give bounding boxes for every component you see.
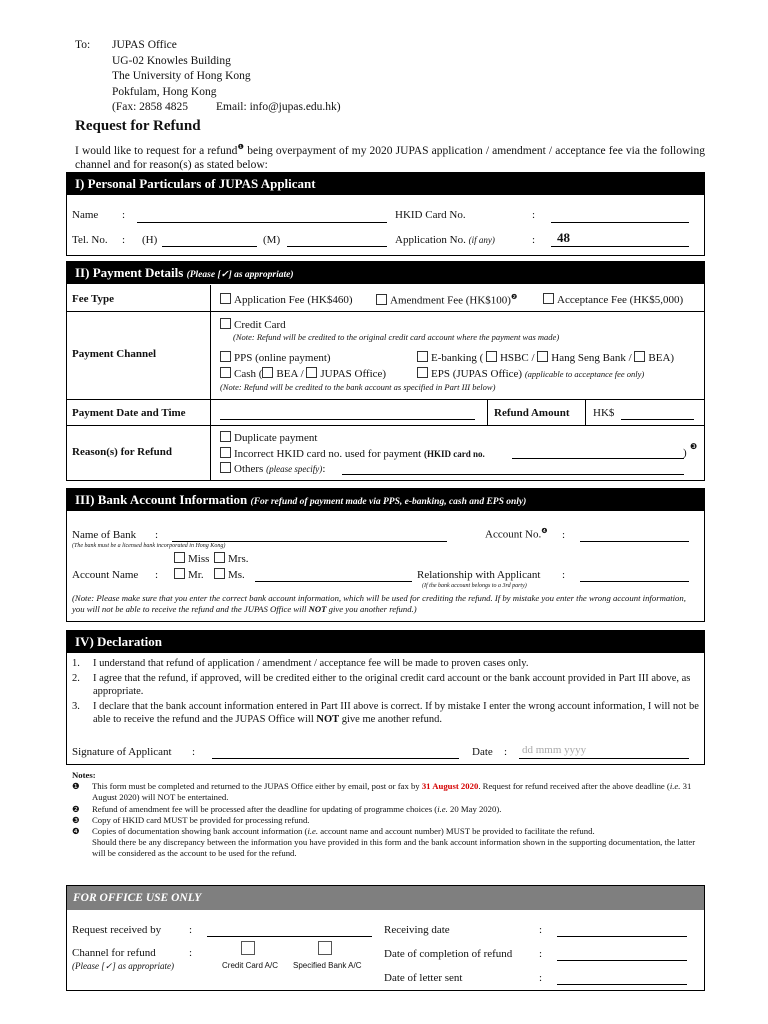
close-paren: ) [683,447,687,459]
colon: : [539,972,543,984]
note-marker-1: ❶ [237,143,245,151]
eps-note: (applicable to acceptance fee only) [524,369,645,379]
home-tel-label: (H) [142,234,158,246]
section-declaration [66,630,705,765]
notes-heading: Notes: [72,770,96,780]
note-item: ❶ This form must be completed and returned to the JUPAS Office either by email, post or fax by 31 August 2020. Request for refund received after the above deadline (i.e. 31 August 2020) will NOT be entertained. [72,781,692,803]
completion-date-field[interactable] [557,960,687,961]
address-line: Pokfulam, Hong Kong [112,85,217,98]
divider [67,425,704,426]
divider [67,311,704,312]
payment-date-label: Payment Date and Time [72,407,186,419]
checkbox[interactable] [262,367,273,378]
declaration-item: 3. I declare that the bank account information entered in Part III above is correct. If by mistake I enter the wrong account information, I will not be able to receive the refund and the JUPAS Office will NOT give me another refund. [72,701,699,725]
account-no-label: Account No. [485,528,542,541]
address-line: JUPAS Office [112,39,177,51]
colon: : [122,234,126,246]
declaration-item: 2. I agree that the refund, if approved, will be credited either to the original credit card account or the bank account provided in Part III above, as appropriate. [72,673,691,697]
bank-ac-label: Specified Bank A/C [293,961,362,970]
application-no-field[interactable] [551,246,689,247]
intro-text: I would like to request for a refund$^❶$ being overpayment of my 2020 JUPAS application / amendment / acceptance fee via the following channel and for reason(s) as stated below: [75,143,705,171]
refund-amount-field[interactable] [621,419,694,420]
date-label: Date [472,746,493,758]
note-item: ❸ Copy of HKID card MUST be provided for processing refund. [72,814,310,825]
signature-label: Signature of Applicant [72,746,172,758]
address-line: The University of Hong Kong [112,70,251,82]
email-address: Email: info@jupas.edu.hk) [216,101,341,113]
note-item: ❹ Copies of documentation showing bank account information (i.e. account name and account number) MUST be provided to facilitate the refund. Should there be any discrepancy between the information you have provided in this form and the bank account information shown in the supporting documentation, the latter will be considered as the account to be used for the refund. [72,826,696,859]
fee-option-application[interactable]: Application Fee (HK$460) [220,293,353,306]
relationship-field[interactable] [580,581,689,582]
checkbox[interactable] [376,294,387,305]
account-no-field[interactable] [580,541,689,542]
colon: : [189,947,193,959]
payment-channel-label: Payment Channel [72,348,157,360]
receiving-date-label: Receiving date [384,924,450,936]
bank-name-label: Name of Bank [72,529,137,541]
section-heading: III) Bank Account Information (For refund of payment made via PPS, e-banking, cash and EPS only) [67,489,704,511]
channel-hint: (Please [✓] as appropriate) [72,961,174,971]
declaration-list [72,657,700,726]
to-label: To: [75,39,91,51]
checkbox[interactable] [634,351,645,362]
checkbox[interactable] [214,568,225,579]
notes [72,770,705,860]
checkbox[interactable] [220,318,231,329]
completion-date-label: Date of completion of refund [384,948,513,960]
hkid-field[interactable] [551,222,689,223]
title-ms[interactable]: Ms. [214,568,245,581]
title-mr[interactable]: Mr. [174,568,204,581]
date-placeholder: dd mmm yyyy [522,744,587,756]
bank-ac-checkbox[interactable] [318,941,332,958]
credit-card-ac-checkbox[interactable] [241,941,255,958]
colon: : [539,924,543,936]
mobile-tel-label: (M) [263,234,281,246]
divider [487,399,488,425]
channel-credit-card[interactable]: Credit Card [220,318,286,331]
section-heading: IV) Declaration [67,631,704,653]
channel-pps[interactable]: PPS (online payment) [220,351,331,364]
other-reason-field[interactable] [342,474,684,475]
title-mrs[interactable]: Mrs. [214,552,248,565]
note-marker-2: ❷ [510,293,518,301]
note-marker-4: ❹ [541,527,548,535]
fee-type-label: Fee Type [72,293,115,305]
colon: : [192,746,196,758]
section-heading: II) Payment Details (Please [✓] as appropriate) [67,262,704,284]
checkbox[interactable] [174,568,185,579]
credit-card-note: (Note: Refund will be credited to the original credit card account where the payment was made) [233,332,560,342]
letter-date-label: Date of letter sent [384,972,463,984]
received-by-field[interactable] [207,936,372,937]
checkbox[interactable] [417,351,428,362]
section-payment-details [66,261,705,481]
hkd-label: HK$ [593,407,615,419]
receiving-date-field[interactable] [557,936,687,937]
channel-eps[interactable]: EPS (JUPAS Office) (applicable to acceptance fee only) [417,367,644,380]
colon: : [155,529,159,541]
application-no-value[interactable]: 48 [557,230,570,245]
date-field[interactable] [519,758,689,759]
checkbox[interactable] [220,447,231,458]
checkbox[interactable] [220,293,231,304]
channel-refund-label: Channel for refund [72,947,156,959]
checkbox[interactable] [417,367,428,378]
colon: : [155,569,159,581]
divider [585,399,586,425]
checkbox[interactable] [220,431,231,442]
divider [67,399,704,400]
checkbox[interactable] [543,293,554,304]
colon: : [539,948,543,960]
application-no-label: Application No. [395,234,466,246]
received-by-label: Request received by [72,924,162,936]
refund-amount-label: Refund Amount [494,407,570,419]
section-bank-account [66,488,705,622]
office-use-box [66,885,705,991]
colon: : [122,209,126,221]
checkbox[interactable] [174,552,185,563]
fax-number: (Fax: 2858 4825 [112,101,189,113]
divider [210,285,211,480]
office-use-heading: FOR OFFICE USE ONLY [67,886,704,910]
payment-date-field[interactable] [220,419,475,420]
section-personal-particulars [66,172,705,256]
checkbox[interactable] [220,351,231,362]
bank-account-note: (Note: Refund will be credited to the bank account as specified in Part III below) [220,382,496,392]
colon: : [189,924,193,936]
checkbox[interactable] [537,351,548,362]
fee-option-acceptance[interactable]: Acceptance Fee (HK$5,000) [543,293,683,306]
colon: : [532,209,536,221]
channel-cash[interactable]: Cash ( BEA / JUPAS Office) [220,367,386,380]
credit-card-ac-label: Credit Card A/C [222,961,279,970]
note-item: ❷ Refund of amendment fee will be processed after the deadline for updating of programme choices (i.e. 20 May 2020). [72,803,502,814]
colon: : [562,569,566,581]
bank-requirement-note: (The bank must be a licensed bank incorporated in Hong Kong) [72,543,226,549]
account-name-label: Account Name [72,569,139,581]
channel-ebanking[interactable]: E-banking ( HSBC / Hang Seng Bank / BEA) [417,351,674,364]
checkbox[interactable] [306,367,317,378]
hkid-label: HKID Card No. [395,209,466,221]
home-tel-field[interactable] [162,246,257,247]
checkbox[interactable] [220,367,231,378]
reasons-label: Reason(s) for Refund [72,446,173,458]
name-label: Name [72,209,99,221]
heading-hint: (For refund of payment made via PPS, e-banking, cash and EPS only) [250,497,527,507]
checkbox[interactable] [214,552,225,563]
relationship-note: (If the bank account belongs to a 3rd party) [422,583,527,589]
hkid-used-field[interactable] [512,458,684,459]
title-miss[interactable]: Miss [174,552,209,565]
name-field[interactable] [137,222,387,223]
bank-info-warning: (Note: Please make sure that you enter the correct bank account information, which will be used for crediting the refund. If by mistake you enter the wrong account information, you will not be able to receive the refund and the JUPAS Office will NOT give you another refund.) [72,593,686,614]
tel-label: Tel. No. [72,234,108,246]
section-heading: I) Personal Particulars of JUPAS Applicant [67,173,704,195]
checkbox[interactable] [220,462,231,473]
relationship-label: Relationship with Applicant [417,569,541,581]
reason-duplicate[interactable]: Duplicate payment [220,431,317,444]
signature-field[interactable] [212,758,459,759]
checkbox[interactable] [486,351,497,362]
address-line: UG-02 Knowles Building [112,54,231,67]
bank-name-field[interactable] [172,541,447,542]
if-any-note: (if any) [468,235,495,245]
account-name-field[interactable] [255,581,412,582]
note-marker-3: ❸ [690,442,698,451]
fee-option-amendment[interactable]: Amendment Fee (HK$100)$^❷$ [376,293,517,307]
colon: : [504,746,508,758]
colon: : [532,234,536,246]
colon: : [562,529,566,541]
mobile-tel-field[interactable] [287,246,387,247]
reason-others[interactable]: Others (please specify): [220,462,325,475]
recipient-address [75,38,341,116]
heading-hint: (Please [✓] as appropriate) [186,270,294,280]
page-title: Request for Refund [75,118,201,134]
letter-date-field[interactable] [557,984,687,985]
reason-incorrect-hkid[interactable]: Incorrect HKID card no. used for payment (HKID card no. [220,447,485,460]
declaration-item: 1. I understand that refund of application / amendment / acceptance fee will be made to proven cases only. [72,658,529,669]
